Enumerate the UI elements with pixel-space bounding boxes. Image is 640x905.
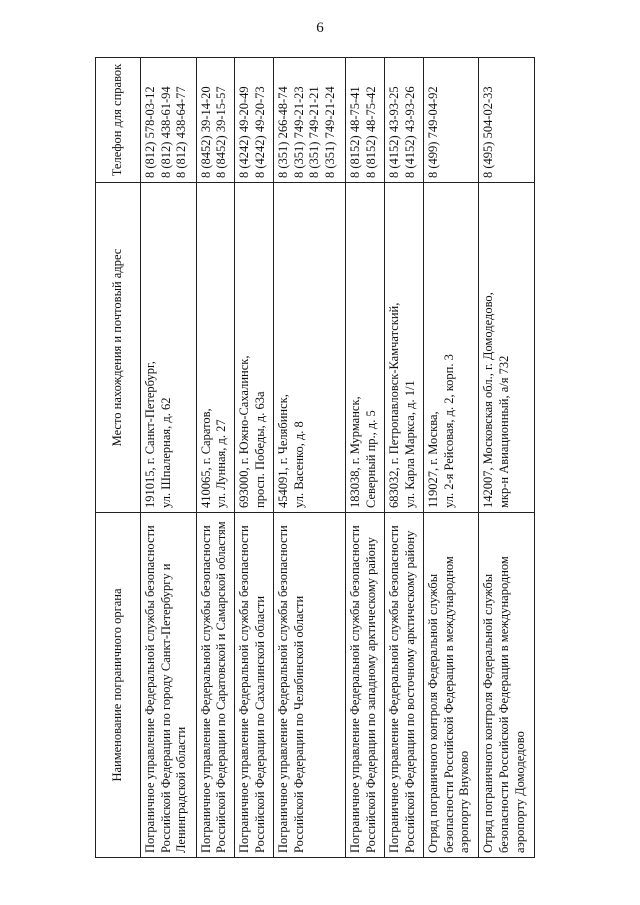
address-line: мкр-н Авиационный, а/я 732 <box>497 355 512 508</box>
phone-cell <box>274 58 346 183</box>
table-row <box>196 58 235 858</box>
unit-name-cell <box>274 513 346 858</box>
address-line: ул. Карла Маркса, д. 1/1 <box>402 380 417 508</box>
phone-number: 8 (4242) 49-20-49 <box>237 86 252 178</box>
phone-number: 8 (495) 504-02-33 <box>481 86 496 178</box>
unit-name-cell <box>423 513 479 858</box>
unit-name-cell <box>385 513 424 858</box>
phone-number: 8 (812) 578-03-12 <box>143 86 157 178</box>
address-cell <box>274 183 346 513</box>
unit-name: Пограничное управление Федеральной службы безопасности Российской Федерации по западному арктическому району <box>348 525 378 853</box>
phone-cell <box>423 58 479 183</box>
phone-number: 8 (351) 749-21-21 <box>307 86 322 178</box>
phone-number: 8 (351) 749-21-24 <box>322 86 337 178</box>
unit-name-cell <box>235 513 274 858</box>
unit-name: Пограничное управление Федеральной службы безопасности Российской Федерации по восточному арктическому району <box>387 525 417 853</box>
address-line: ул. Шпалерная, д. 62 <box>158 397 173 508</box>
unit-name-cell <box>196 513 235 858</box>
address-line: 183038, г. Мурманск, <box>348 396 363 508</box>
address-cell <box>385 183 424 513</box>
address-line: просп. Победы, д. 63а <box>252 391 267 508</box>
border-units-table <box>95 57 535 858</box>
phone-cell <box>141 58 197 183</box>
phone-number: 8 (812) 438-64-77 <box>174 86 189 178</box>
table-header-row <box>96 58 141 858</box>
phone-cell <box>235 58 274 183</box>
unit-name: Пограничное управление Федеральной службы безопасности Российской Федерации по городу Санкт-Петербургу и Ленинградской области <box>143 525 189 853</box>
phone-cell <box>346 58 385 183</box>
unit-name: Отряд пограничного контроля Федеральной службы безопасности Российской Федерации в международном аэропорту Внуково <box>425 556 472 853</box>
phone-number: 8 (812) 438-61-94 <box>158 86 173 178</box>
header-name: Наименование пограничного органа <box>96 513 141 858</box>
address-line: ул. Васенко, д. 8 <box>291 421 306 508</box>
table-container <box>95 58 535 858</box>
table-row <box>141 58 197 858</box>
address-line: 191015, г. Санкт-Петербург, <box>143 361 157 508</box>
address-line: 693000, г. Южно-Сахалинск, <box>237 355 252 508</box>
table-row <box>479 58 535 858</box>
phone-number: 8 (4242) 49-20-73 <box>252 86 267 178</box>
address-cell <box>235 183 274 513</box>
address-cell <box>423 183 479 513</box>
phone-number: 8 (351) 266-48-74 <box>276 86 291 178</box>
header-address: Место нахождения и почтовый адрес <box>96 183 141 513</box>
table-row <box>385 58 424 858</box>
address-line: Северный пр., д. 5 <box>363 410 378 508</box>
phone-number: 8 (4152) 43-93-25 <box>387 86 402 178</box>
unit-name: Отряд пограничного контроля Федеральной службы безопасности Российской Федерации в международном аэропорту Домодедово <box>481 556 527 853</box>
unit-name: Пограничное управление Федеральной службы безопасности Российской Федерации по Челябинской области <box>276 525 306 853</box>
phone-cell <box>479 58 535 183</box>
unit-name-cell <box>141 513 197 858</box>
phone-number: 8 (8152) 48-75-41 <box>348 86 363 178</box>
address-line: 142007, Московская обл., г. Домодедово, <box>481 292 496 508</box>
table-row <box>274 58 346 858</box>
phone-number: 8 (8452) 39-15-57 <box>214 86 229 178</box>
phone-number: 8 (4152) 43-93-26 <box>402 86 417 178</box>
unit-name-cell <box>346 513 385 858</box>
address-line: 454091, г. Челябинск, <box>276 394 291 508</box>
table-row <box>423 58 479 858</box>
phone-number: 8 (499) 749-04-92 <box>425 86 440 178</box>
address-cell <box>196 183 235 513</box>
unit-name: Пограничное управление Федеральной службы безопасности Российской Федерации по Саратовской и Самарской областям <box>198 521 229 853</box>
address-line: ул. 2-я Рейсовая, д. 2, корп. 3 <box>441 354 456 508</box>
address-cell <box>346 183 385 513</box>
phone-number: 8 (351) 749-21-23 <box>291 86 306 178</box>
unit-name-cell <box>479 513 535 858</box>
table-row <box>346 58 385 858</box>
phone-number: 8 (8152) 48-75-42 <box>363 86 378 178</box>
address-cell <box>141 183 197 513</box>
address-line: 683032, г. Петропавловск-Камчатский, <box>387 302 402 508</box>
page-number: 6 <box>316 20 324 36</box>
table-row <box>235 58 274 858</box>
address-cell <box>479 183 535 513</box>
address-line: ул. Лунная, д. 27 <box>214 419 229 508</box>
unit-name: Пограничное управление Федеральной службы безопасности Российской Федерации по Сахалинской области <box>237 525 267 853</box>
phone-number: 8 (8452) 39-14-20 <box>198 86 213 178</box>
address-line: 410065, г. Саратов, <box>198 408 213 508</box>
address-line: 119027, г. Москва, <box>425 411 440 508</box>
phone-cell <box>385 58 424 183</box>
phone-cell <box>196 58 235 183</box>
header-phone: Телефон для справок <box>96 58 141 183</box>
